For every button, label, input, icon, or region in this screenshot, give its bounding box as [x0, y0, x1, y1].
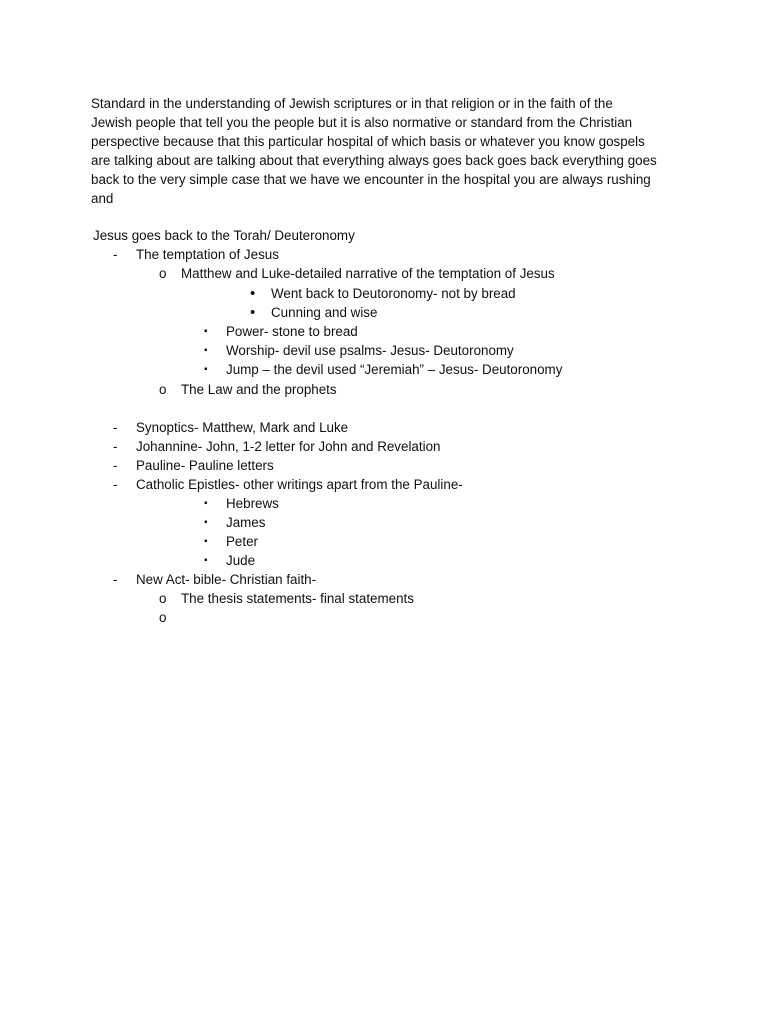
dash-marker: -: [113, 439, 118, 454]
circle-marker: o: [159, 591, 167, 606]
circle-marker: o: [159, 382, 167, 397]
outline-item: Synoptics- Matthew, Mark and Luke: [136, 420, 349, 435]
outline-item: New Act- bible- Christian faith-: [136, 572, 317, 587]
outline-item: Johannine- John, 1-2 letter for John and Revelation: [136, 439, 441, 454]
outline-item: The thesis statements- final statements: [181, 591, 414, 606]
square-marker: ▪: [204, 517, 208, 528]
circle-marker: o: [159, 610, 167, 625]
paragraph-line: Jewish people that tell you the people but it is also normative or standard from the Christian: [91, 115, 633, 130]
bullet-marker: •: [250, 285, 256, 302]
dash-marker: -: [113, 420, 118, 435]
circle-marker: o: [159, 266, 167, 281]
outline-item: Worship- devil use psalms- Jesus- Deutoronomy: [226, 343, 514, 358]
square-marker: ▪: [204, 364, 208, 375]
outline-item: The temptation of Jesus: [136, 247, 279, 262]
outline-item: Matthew and Luke-detailed narrative of the temptation of Jesus: [181, 266, 555, 281]
dash-marker: -: [113, 477, 118, 492]
paragraph-line: Standard in the understanding of Jewish scriptures or in that religion or in the faith of the: [91, 96, 613, 111]
bullet-marker: •: [250, 304, 256, 321]
square-marker: ▪: [204, 326, 208, 337]
square-marker: ▪: [204, 498, 208, 509]
outline-item: Catholic Epistles- other writings apart from the Pauline-: [136, 477, 463, 492]
section-heading: Jesus goes back to the Torah/ Deuteronomy: [93, 228, 355, 243]
dash-marker: -: [113, 572, 118, 587]
outline-item: Went back to Deutoronomy- not by bread: [271, 286, 516, 301]
square-marker: ▪: [204, 345, 208, 356]
outline-item: The Law and the prophets: [181, 382, 337, 397]
outline-item: Power- stone to bread: [226, 324, 358, 339]
paragraph-line: are talking about are talking about that everything always goes back goes back everything goes: [91, 153, 657, 168]
outline-item: James: [226, 515, 266, 530]
outline-item: Jump – the devil used “Jeremiah” – Jesus- Deutoronomy: [226, 362, 563, 377]
dash-marker: -: [113, 247, 118, 262]
outline-item: Hebrews: [226, 496, 279, 511]
outline-item: Peter: [226, 534, 259, 549]
paragraph-line: perspective because that this particular hospital of which basis or whatever you know gospels: [91, 134, 645, 149]
paragraph-line: back to the very simple case that we have we encounter in the hospital you are always rushing: [91, 172, 651, 187]
outline-item: Jude: [226, 553, 256, 568]
square-marker: ▪: [204, 536, 208, 547]
dash-marker: -: [113, 458, 118, 473]
intro-paragraph: [91, 94, 681, 208]
paragraph-line: and: [91, 191, 114, 206]
outline-item: Pauline- Pauline letters: [136, 458, 274, 473]
square-marker: ▪: [204, 555, 208, 566]
outline-item: Cunning and wise: [271, 305, 378, 320]
